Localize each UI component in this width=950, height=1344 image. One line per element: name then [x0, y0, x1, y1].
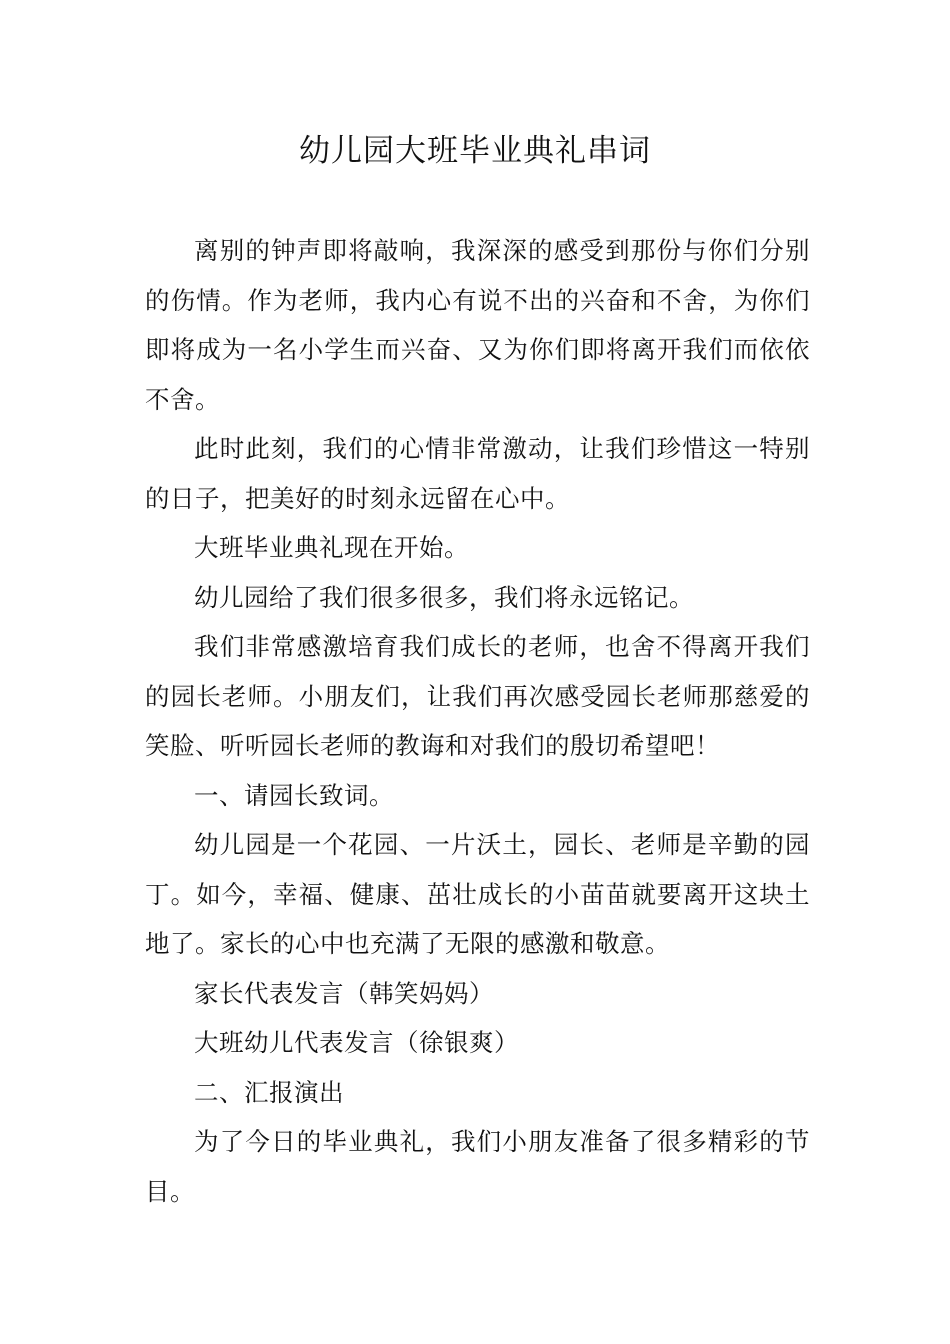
paragraph-child-speech: 大班幼儿代表发言（徐银爽） [194, 1028, 519, 1057]
paragraph-principal-speech: 一、请园长致词。 [194, 780, 394, 810]
paragraph-thanks-teachers: 我们非常感激培育我们成长的老师，也舍不得离开我们的园长老师。小朋友们，让我们再次感受园长老师那慈爱的笑脸、听听园长老师的教诲和对我们的殷切希望吧！ [145, 632, 810, 760]
document-body [145, 226, 810, 1216]
paragraph-remember: 幼儿园给了我们很多很多，我们将永远铭记。 [194, 582, 694, 612]
paragraph-ceremony-start: 大班毕业典礼现在开始。 [194, 533, 469, 562]
paragraph-moment: 此时此刻，我们的心情非常激动，让我们珍惜这一特别的日子，把美好的时刻永远留在心中。 [145, 434, 810, 513]
document-title: 幼儿园大班毕业典礼串词 [299, 133, 651, 169]
paragraph-programs: 为了今日的毕业典礼，我们小朋友准备了很多精彩的节目。 [145, 1127, 810, 1206]
paragraph-farewell: 离别的钟声即将敲响，我深深的感受到那份与你们分别的伤情。作为老师，我内心有说不出的兴奋和不舍，为你们即将成为一名小学生而兴奋、又为你们即将离开我们而依依不舍。 [145, 236, 810, 414]
paragraph-performance: 二、汇报演出 [194, 1077, 344, 1107]
paragraph-parent-speech: 家长代表发言（韩笑妈妈） [194, 978, 494, 1008]
paragraph-garden: 幼儿园是一个花园、一片沃土，园长、老师是辛勤的园丁。如今，幸福、健康、茁壮成长的小苗苗就要离开这块土地了。家长的心中也充满了无限的感激和敬意。 [145, 830, 810, 958]
